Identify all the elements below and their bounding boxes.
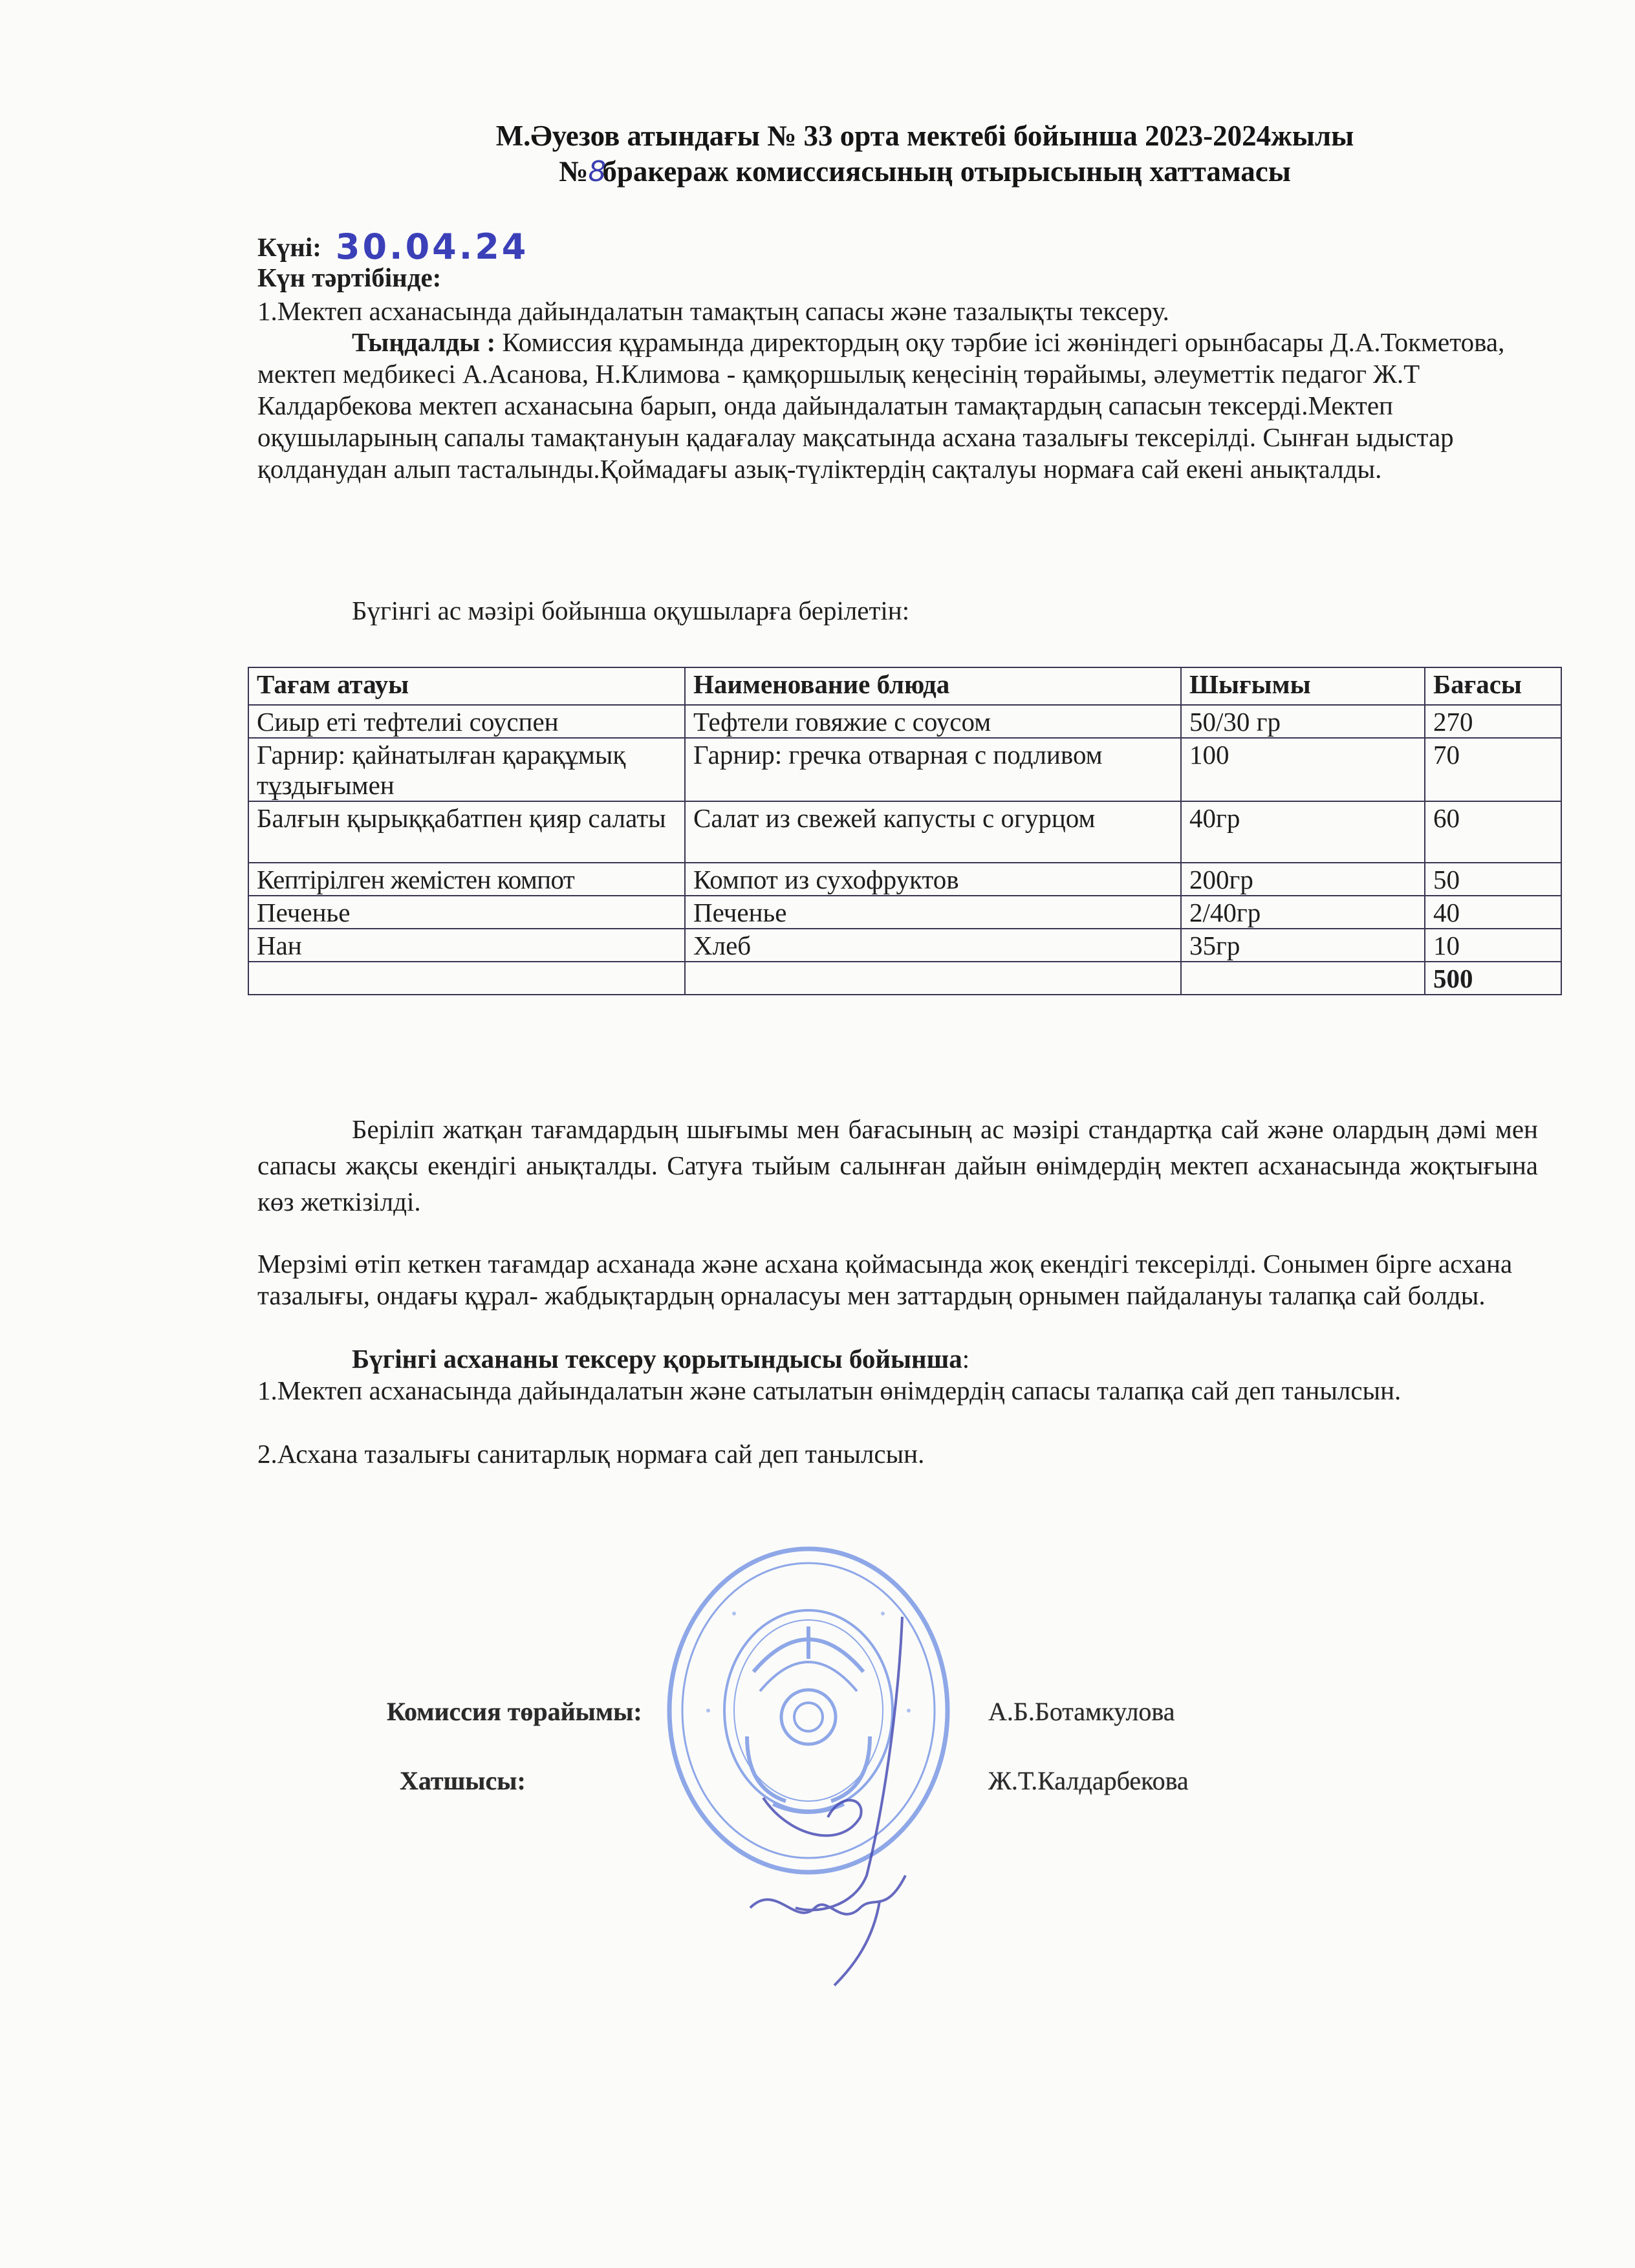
price: 60 bbox=[1425, 801, 1561, 863]
column-header-portion: Шығымы bbox=[1181, 667, 1425, 705]
handwritten-date: 30.04.24 bbox=[335, 226, 529, 267]
conclusion-heading bbox=[257, 1343, 1538, 1375]
dish-ru: Тефтели говяжие с соусом bbox=[685, 705, 1181, 738]
table-header-row bbox=[248, 667, 1561, 705]
dish-ru: Компот из сухофруктов bbox=[685, 863, 1181, 896]
agenda-label: Күн тәртібінде: bbox=[257, 263, 442, 292]
table-row bbox=[248, 705, 1561, 738]
signature-scribble-icon bbox=[737, 1604, 957, 1992]
price: 270 bbox=[1425, 705, 1561, 738]
conclusion-label: Бүгінгі асхананы тексеру қорытындысы бойынша bbox=[352, 1344, 962, 1374]
dish-kz: Сиыр еті тефтелиі соуспен bbox=[248, 705, 685, 738]
total-empty bbox=[1181, 962, 1425, 995]
price: 40 bbox=[1425, 896, 1561, 929]
date-label: Күні: bbox=[257, 232, 321, 262]
menu-intro: Бүгінгі ас мәзірі бойынша оқушыларға берілетін: bbox=[352, 596, 910, 625]
table-row bbox=[248, 863, 1561, 896]
chair-label: Комиссия төрайымы: bbox=[387, 1697, 642, 1726]
paragraph-after-table-1: Беріліп жатқан тағамдардың шығымы мен бағасының ас мәзірі стандартқа сай және олардың дәмі мен сапасы жақсы екендігі анықталды. Сатуға тыйым салынған дайын өнімдердің мектеп асханасында жоқтығына көз жеткізілді. bbox=[257, 1114, 1538, 1216]
portion: 35гр bbox=[1181, 929, 1425, 962]
document-title-line-2 bbox=[246, 154, 1604, 189]
portion: 100 bbox=[1181, 738, 1425, 801]
protocol-title: бракераж комиссиясының отырысының хаттамасы bbox=[602, 155, 1291, 188]
price: 10 bbox=[1425, 929, 1561, 962]
heard-label: Тыңдалды : bbox=[352, 327, 496, 357]
table-row bbox=[248, 896, 1561, 929]
dish-kz: Балғын қырыққабатпен қияр салаты bbox=[248, 801, 685, 863]
secretary-label: Хатшысы: bbox=[400, 1766, 526, 1795]
total-empty bbox=[248, 962, 685, 995]
chair-name: А.Б.Ботамкулова bbox=[988, 1697, 1175, 1726]
portion: 200гр bbox=[1181, 863, 1425, 896]
table-row bbox=[248, 929, 1561, 962]
portion: 50/30 гр bbox=[1181, 705, 1425, 738]
agenda-item-1: 1.Мектеп асханасында дайындалатын тамақтың сапасы және тазалықты тексеру. bbox=[257, 296, 1169, 326]
dish-ru: Салат из свежей капусты с огурцом bbox=[685, 801, 1181, 863]
handwritten-protocol-number: 8 bbox=[588, 155, 607, 188]
table-row bbox=[248, 801, 1561, 863]
table-row bbox=[248, 738, 1561, 801]
column-header-dish-kz: Тағам атауы bbox=[248, 667, 685, 705]
total-price: 500 bbox=[1425, 962, 1561, 995]
heard-text: Комиссия құрамында директордың оқу тәрбие ісі жөніндегі орынбасары Д.А.Токметова, мектеп медбикесі А.Асанова, Н.Климова - қамқоршылық кеңесінің төрайымы, әлеуметтік педагог Ж.Т Калдарбекова мектеп асханасына барып, онда дайындалатын тамақтардың сапасын тексерді.Мектеп оқушыларының сапалы тамақтануын қадағалау мақсатында асхана тазалығы тексерілді. Сынған ыдыстар қолданудан алып тасталынды.Қоймадағы азық-түліктердің сақталуы нормаға сай екені анықталды. bbox=[257, 327, 1505, 484]
dish-kz: Гарнир: қайнатылған қарақұмық тұздығымен bbox=[248, 738, 685, 801]
column-header-dish-ru: Наименование блюда bbox=[685, 667, 1181, 705]
portion: 2/40гр bbox=[1181, 896, 1425, 929]
menu-table bbox=[248, 667, 1562, 995]
total-empty bbox=[685, 962, 1181, 995]
date-row bbox=[257, 226, 529, 267]
price: 70 bbox=[1425, 738, 1561, 801]
secretary-name: Ж.Т.Калдарбекова bbox=[988, 1766, 1189, 1795]
dish-kz: Печенье bbox=[248, 896, 685, 929]
column-header-price: Бағасы bbox=[1425, 667, 1561, 705]
portion: 40гр bbox=[1181, 801, 1425, 863]
dish-ru: Гарнир: гречка отварная с подливом bbox=[685, 738, 1181, 801]
dish-kz: Нан bbox=[248, 929, 685, 962]
paragraph-after-table-2: Мерзімі өтіп кеткен тағамдар асханада және асхана қоймасында жоқ екендігі тексерілді. Сонымен бірге асхана тазалығы, ондағы құрал- жабдықтардың орналасуы мен заттардың орнымен пайдалануы талапқа сай болды. bbox=[257, 1249, 1513, 1310]
heard-paragraph bbox=[257, 327, 1525, 485]
conclusion-colon: : bbox=[962, 1344, 970, 1374]
conclusion-item-2: 2.Асхана тазалығы санитарлық нормаға сай деп танылсын. bbox=[257, 1439, 925, 1469]
price: 50 bbox=[1425, 863, 1561, 896]
table-total-row bbox=[248, 962, 1561, 995]
dish-ru: Печенье bbox=[685, 896, 1181, 929]
dish-kz: Кептірілген жемістен компот bbox=[248, 863, 685, 896]
document-title-line-1: М.Әуезов атындағы № 33 орта мектебі бойынша 2023-2024жылы bbox=[495, 120, 1354, 152]
conclusion-item-1: 1.Мектеп асханасында дайындалатын және сатылатын өнімдердің сапасы талапқа сай деп танылсын. bbox=[257, 1376, 1402, 1405]
protocol-number-prefix: № bbox=[559, 155, 589, 188]
dish-ru: Хлеб bbox=[685, 929, 1181, 962]
